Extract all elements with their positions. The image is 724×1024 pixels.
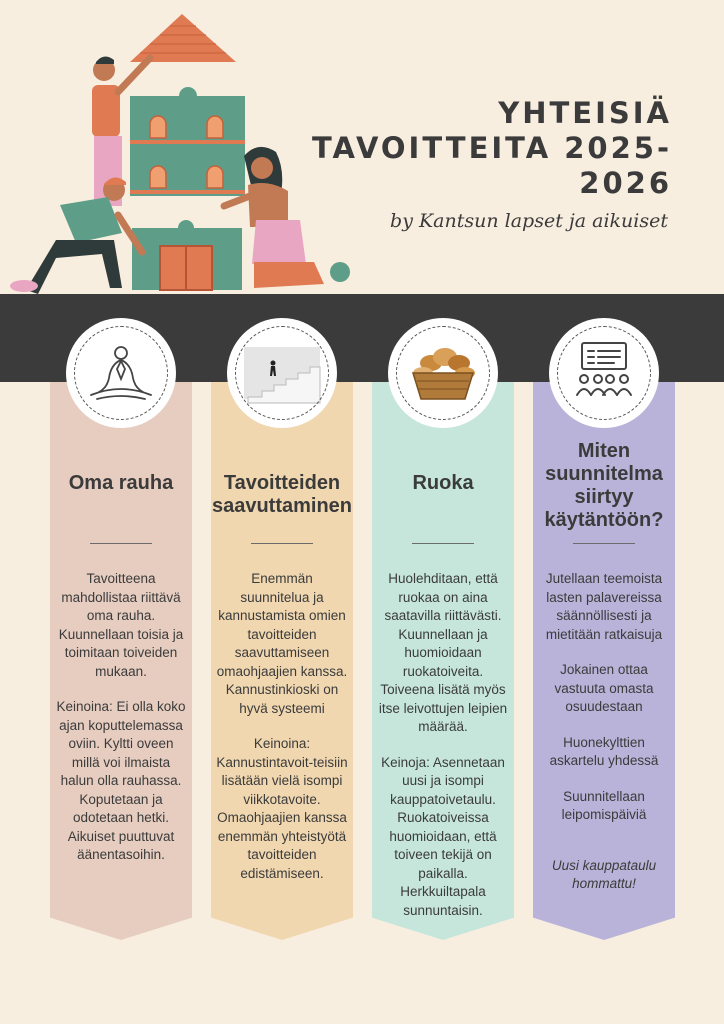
paragraph: Huonekylttien askartelu yhdessä xyxy=(549,734,659,768)
divider xyxy=(573,543,635,544)
column-text-ruoka xyxy=(376,570,510,937)
poster-title xyxy=(312,96,672,201)
paragraph: Suunnitellaan leipomispäiviä xyxy=(561,788,647,822)
column-text-tavoitteiden-saavuttaminen xyxy=(215,570,349,900)
title-line-2: TAVOITTEITA 2025- xyxy=(311,131,672,165)
divider xyxy=(412,543,474,544)
stairs-climber-icon xyxy=(229,320,335,426)
heading-oma-rauha: Oma rauha xyxy=(68,472,174,494)
note: Uusi kauppataulu hommattu! xyxy=(551,857,657,891)
heading-ruoka: Ruoka xyxy=(412,472,474,494)
divider xyxy=(90,543,152,544)
column-text-kaytantoon xyxy=(537,570,671,911)
heading-tavoitteiden-saavuttaminen: Tavoitteiden saavuttaminen xyxy=(211,472,353,517)
paragraph: Tavoitteena mahdollistaa riittävä oma rauha. Kuunnellaan toisia ja toimitaan toiveiden mukaan. xyxy=(58,571,184,679)
paragraph: Keinoja: Asennetaan uusi ja isompi kauppatoivetaulu. Ruokatoiveissa huomioidaan, että toiveen tekijä on paikalla. Herkkuiltapala sunnuntaisin. xyxy=(381,754,505,918)
paragraph: Huolehditaan, että ruokaa on aina saatavilla riittävästi. Kuunnellaan ja huomioidaan ruokatoiveita. Toiveena lisätä myös itse leivottujen leipien määrää. xyxy=(378,571,508,734)
heading-kaytantoon: Miten suunnitelma siirtyy käytäntöön? xyxy=(544,440,664,531)
bread-basket-icon xyxy=(390,320,496,426)
meeting-icon xyxy=(551,320,657,426)
divider xyxy=(251,543,313,544)
paragraph: Keinoina: Kannustintavoit-teisiin lisätään vielä isompi viikkotavoite. Omaohjaajien kanssa enemmän yhteistyötä tavoitteiden edistämiseen. xyxy=(216,736,348,881)
title-line-3: 2026 xyxy=(579,166,672,200)
paragraph: Jutellaan teemoista lasten palavereissa säännöllisesti ja mietitään ratkaisuja xyxy=(545,571,663,642)
column-text-oma-rauha xyxy=(54,570,188,882)
meditation-icon xyxy=(68,320,174,426)
paragraph: Keinoina: Ei olla koko ajan koputtelemassa oviin. Kyltti oveen millä voi ilmaista halun olla rauhassa. Koputetaan ja odotetaan hetki. Aikuiset puuttuvat äänentasoihin. xyxy=(56,699,186,862)
paragraph: Enemmän suunnitelua ja kannustamista omien tavoitteiden saavuttamiseen omaohjaajien kanssa. Kannustinkioski on hyvä systeemi xyxy=(216,571,348,716)
paragraph: Jokainen ottaa vastuuta omasta osuudestaan xyxy=(554,662,654,714)
title-line-1: YHTEISIÄ xyxy=(498,96,672,130)
poster-subtitle: by Kantsun lapset ja aikuiset xyxy=(390,210,668,232)
